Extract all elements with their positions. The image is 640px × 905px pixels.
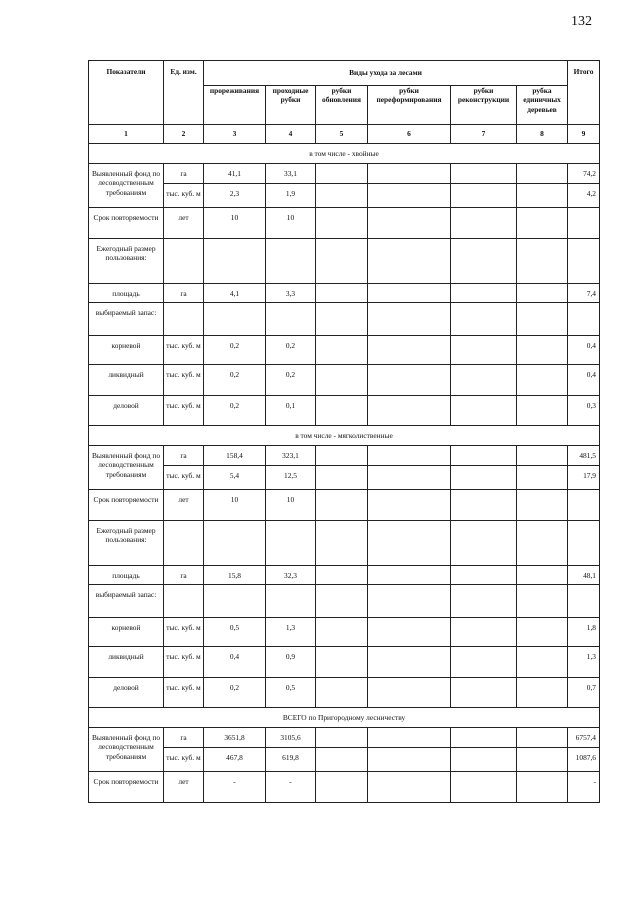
value-passage: 3105,6 (266, 728, 316, 748)
empty-cell (451, 336, 517, 365)
header-unit: Ед. изм. (164, 61, 204, 125)
value-thinning: - (204, 772, 266, 803)
empty-cell (316, 365, 368, 396)
table-row (89, 618, 600, 647)
empty-cell (316, 566, 368, 585)
unit-cell: га (164, 566, 204, 585)
unit-cell: тыс. куб. м (164, 336, 204, 365)
empty-cell (517, 208, 568, 239)
value-passage: 0,5 (266, 678, 316, 708)
value-total: 48,1 (568, 566, 600, 585)
value-thinning: 3651,8 (204, 728, 266, 748)
header-sub-passage: проходные рубки (266, 86, 316, 125)
unit-cell: лет (164, 208, 204, 239)
value-total: 74,2 (568, 164, 600, 184)
value-passage: 3,3 (266, 284, 316, 303)
value-total: 0,4 (568, 365, 600, 396)
row-label: ликвидный (89, 365, 164, 396)
value-passage: 0,9 (266, 647, 316, 678)
empty-cell (316, 678, 368, 708)
section-title-row (89, 426, 600, 446)
value-passage (266, 239, 316, 284)
row-label: Ежегодный размер пользования: (89, 239, 164, 284)
empty-cell (316, 618, 368, 647)
empty-cell (368, 647, 451, 678)
empty-cell (451, 446, 517, 466)
empty-cell (451, 772, 517, 803)
table-row (89, 521, 600, 566)
table-row (89, 239, 600, 284)
table-row (89, 772, 600, 803)
value-total (568, 303, 600, 336)
empty-cell (517, 365, 568, 396)
value-total: 1,3 (568, 647, 600, 678)
value-thinning (204, 521, 266, 566)
empty-cell (316, 772, 368, 803)
value-thinning: 158,4 (204, 446, 266, 466)
unit-cell: лет (164, 772, 204, 803)
table-row (89, 336, 600, 365)
table-row (89, 303, 600, 336)
value-passage: 323,1 (266, 446, 316, 466)
column-number: 2 (164, 125, 204, 144)
row-label: Срок повторяемости (89, 772, 164, 803)
empty-cell (517, 728, 568, 748)
empty-cell (316, 239, 368, 284)
empty-cell (451, 748, 517, 772)
value-thinning: 467,8 (204, 748, 266, 772)
value-passage: 10 (266, 208, 316, 239)
unit-cell (164, 239, 204, 284)
value-total (568, 585, 600, 618)
value-thinning: 10 (204, 490, 266, 521)
value-thinning: 0,2 (204, 678, 266, 708)
header-total: Итого (568, 61, 600, 125)
empty-cell (368, 336, 451, 365)
value-thinning: 15,8 (204, 566, 266, 585)
empty-cell (517, 396, 568, 426)
empty-cell (451, 521, 517, 566)
table-row (89, 365, 600, 396)
unit-cell: тыс. куб. м (164, 618, 204, 647)
value-passage: 32,3 (266, 566, 316, 585)
empty-cell (368, 772, 451, 803)
table-row (89, 466, 600, 490)
value-thinning (204, 239, 266, 284)
empty-cell (368, 303, 451, 336)
forest-care-table (88, 60, 600, 803)
unit-cell: тыс. куб. м (164, 678, 204, 708)
empty-cell (368, 618, 451, 647)
column-number: 4 (266, 125, 316, 144)
value-thinning: 0,2 (204, 336, 266, 365)
unit-cell: тыс. куб. м (164, 396, 204, 426)
row-label: Выявленный фонд по лесоводственным требованиям (89, 446, 164, 490)
section-title-row (89, 144, 600, 164)
value-thinning: 0,5 (204, 618, 266, 647)
value-thinning: 5,4 (204, 466, 266, 490)
empty-cell (517, 466, 568, 490)
table-row (89, 647, 600, 678)
value-passage: 33,1 (266, 164, 316, 184)
empty-cell (517, 772, 568, 803)
empty-cell (316, 303, 368, 336)
value-total (568, 239, 600, 284)
empty-cell (316, 284, 368, 303)
column-number: 7 (451, 125, 517, 144)
empty-cell (451, 728, 517, 748)
section-title: в том числе - мягколиственные (89, 426, 600, 446)
value-total (568, 521, 600, 566)
empty-cell (517, 585, 568, 618)
empty-cell (517, 184, 568, 208)
empty-cell (316, 490, 368, 521)
column-number: 1 (89, 125, 164, 144)
unit-cell: тыс. куб. м (164, 647, 204, 678)
row-label: Ежегодный размер пользования: (89, 521, 164, 566)
page-number: 132 (571, 14, 592, 29)
value-total: 7,4 (568, 284, 600, 303)
empty-cell (517, 490, 568, 521)
unit-cell: тыс. куб. м (164, 466, 204, 490)
empty-cell (517, 446, 568, 466)
empty-cell (517, 164, 568, 184)
empty-cell (451, 618, 517, 647)
section-title-row (89, 708, 600, 728)
empty-cell (517, 678, 568, 708)
section-title: в том числе - хвойные (89, 144, 600, 164)
row-label: деловой (89, 396, 164, 426)
empty-cell (368, 208, 451, 239)
empty-cell (316, 184, 368, 208)
table-row (89, 396, 600, 426)
empty-cell (451, 585, 517, 618)
table-row (89, 208, 600, 239)
value-passage: 1,3 (266, 618, 316, 647)
value-total: 17,9 (568, 466, 600, 490)
row-label: Срок повторяемости (89, 490, 164, 521)
empty-cell (368, 490, 451, 521)
empty-cell (316, 466, 368, 490)
unit-cell (164, 521, 204, 566)
value-thinning (204, 303, 266, 336)
empty-cell (517, 748, 568, 772)
value-passage (266, 585, 316, 618)
header-sub-reformation: рубки переформирования (368, 86, 451, 125)
table-row (89, 164, 600, 184)
empty-cell (368, 284, 451, 303)
empty-cell (368, 446, 451, 466)
header-sub-thinning: прореживания (204, 86, 266, 125)
unit-cell: га (164, 728, 204, 748)
table-row (89, 446, 600, 466)
empty-cell (368, 466, 451, 490)
empty-cell (368, 748, 451, 772)
empty-cell (451, 466, 517, 490)
empty-cell (368, 184, 451, 208)
empty-cell (368, 164, 451, 184)
empty-cell (517, 618, 568, 647)
empty-cell (451, 678, 517, 708)
row-label: ликвидный (89, 647, 164, 678)
unit-cell: га (164, 164, 204, 184)
value-thinning: 41,1 (204, 164, 266, 184)
header-sub-renewal: рубки обновления (316, 86, 368, 125)
empty-cell (316, 396, 368, 426)
empty-cell (451, 303, 517, 336)
empty-cell (517, 284, 568, 303)
value-total: 1,8 (568, 618, 600, 647)
value-passage (266, 303, 316, 336)
empty-cell (316, 164, 368, 184)
empty-cell (451, 396, 517, 426)
header-kinds: Виды ухода за лесами (204, 61, 568, 86)
empty-cell (368, 521, 451, 566)
empty-cell (451, 365, 517, 396)
value-total: 1087,6 (568, 748, 600, 772)
unit-cell: тыс. куб. м (164, 365, 204, 396)
value-passage: 10 (266, 490, 316, 521)
value-thinning (204, 585, 266, 618)
row-label: деловой (89, 678, 164, 708)
value-total: 0,3 (568, 396, 600, 426)
empty-cell (517, 336, 568, 365)
empty-cell (368, 365, 451, 396)
unit-cell: тыс. куб. м (164, 748, 204, 772)
header-indicators: Показатели (89, 61, 164, 125)
empty-cell (517, 566, 568, 585)
empty-cell (451, 284, 517, 303)
value-passage: 0,2 (266, 365, 316, 396)
empty-cell (368, 728, 451, 748)
value-passage: 1,9 (266, 184, 316, 208)
empty-cell (316, 446, 368, 466)
row-label: выбираемый запас: (89, 585, 164, 618)
empty-cell (316, 208, 368, 239)
empty-cell (517, 647, 568, 678)
value-passage: 0,1 (266, 396, 316, 426)
value-total: 481,5 (568, 446, 600, 466)
header-sub-reconstruction: рубки реконструкции (451, 86, 517, 125)
table-body (89, 144, 600, 803)
unit-cell (164, 585, 204, 618)
value-total: - (568, 772, 600, 803)
empty-cell (517, 303, 568, 336)
empty-cell (451, 239, 517, 284)
empty-cell (316, 585, 368, 618)
column-number: 5 (316, 125, 368, 144)
value-total (568, 208, 600, 239)
empty-cell (517, 521, 568, 566)
unit-cell: га (164, 446, 204, 466)
column-number: 6 (368, 125, 451, 144)
row-label: выбираемый запас: (89, 303, 164, 336)
empty-cell (368, 566, 451, 585)
empty-cell (368, 396, 451, 426)
table-row (89, 566, 600, 585)
empty-cell (316, 521, 368, 566)
empty-cell (451, 164, 517, 184)
row-label: корневой (89, 618, 164, 647)
value-total: 0,7 (568, 678, 600, 708)
value-thinning: 2,3 (204, 184, 266, 208)
row-label: Выявленный фонд по лесоводственным требованиям (89, 164, 164, 208)
empty-cell (451, 184, 517, 208)
column-numbers-row (89, 125, 600, 144)
value-passage: - (266, 772, 316, 803)
table-row (89, 284, 600, 303)
value-passage (266, 521, 316, 566)
value-total: 0,4 (568, 336, 600, 365)
unit-cell (164, 303, 204, 336)
value-thinning: 0,4 (204, 647, 266, 678)
value-thinning: 4,1 (204, 284, 266, 303)
row-label: площадь (89, 284, 164, 303)
empty-cell (451, 566, 517, 585)
empty-cell (368, 239, 451, 284)
table-row (89, 490, 600, 521)
row-label: площадь (89, 566, 164, 585)
column-number: 8 (517, 125, 568, 144)
value-thinning: 10 (204, 208, 266, 239)
unit-cell: га (164, 284, 204, 303)
unit-cell: лет (164, 490, 204, 521)
value-passage: 619,8 (266, 748, 316, 772)
value-passage: 12,5 (266, 466, 316, 490)
table-row (89, 678, 600, 708)
value-passage: 0,2 (266, 336, 316, 365)
empty-cell (368, 678, 451, 708)
unit-cell: тыс. куб. м (164, 184, 204, 208)
value-total (568, 490, 600, 521)
row-label: Выявленный фонд по лесоводственным требованиям (89, 728, 164, 772)
header-sub-single-trees: рубка единичных деревьев (517, 86, 568, 125)
table-row (89, 184, 600, 208)
table-row (89, 585, 600, 618)
row-label: корневой (89, 336, 164, 365)
column-number: 3 (204, 125, 266, 144)
empty-cell (316, 647, 368, 678)
table-row (89, 728, 600, 748)
value-total: 6757,4 (568, 728, 600, 748)
value-thinning: 0,2 (204, 396, 266, 426)
section-title: ВСЕГО по Пригородному лесничеству (89, 708, 600, 728)
empty-cell (451, 490, 517, 521)
empty-cell (316, 728, 368, 748)
empty-cell (316, 748, 368, 772)
value-total: 4,2 (568, 184, 600, 208)
empty-cell (316, 336, 368, 365)
row-label: Срок повторяемости (89, 208, 164, 239)
value-thinning: 0,2 (204, 365, 266, 396)
empty-cell (451, 647, 517, 678)
empty-cell (368, 585, 451, 618)
table-row (89, 748, 600, 772)
column-number: 9 (568, 125, 600, 144)
empty-cell (451, 208, 517, 239)
empty-cell (517, 239, 568, 284)
